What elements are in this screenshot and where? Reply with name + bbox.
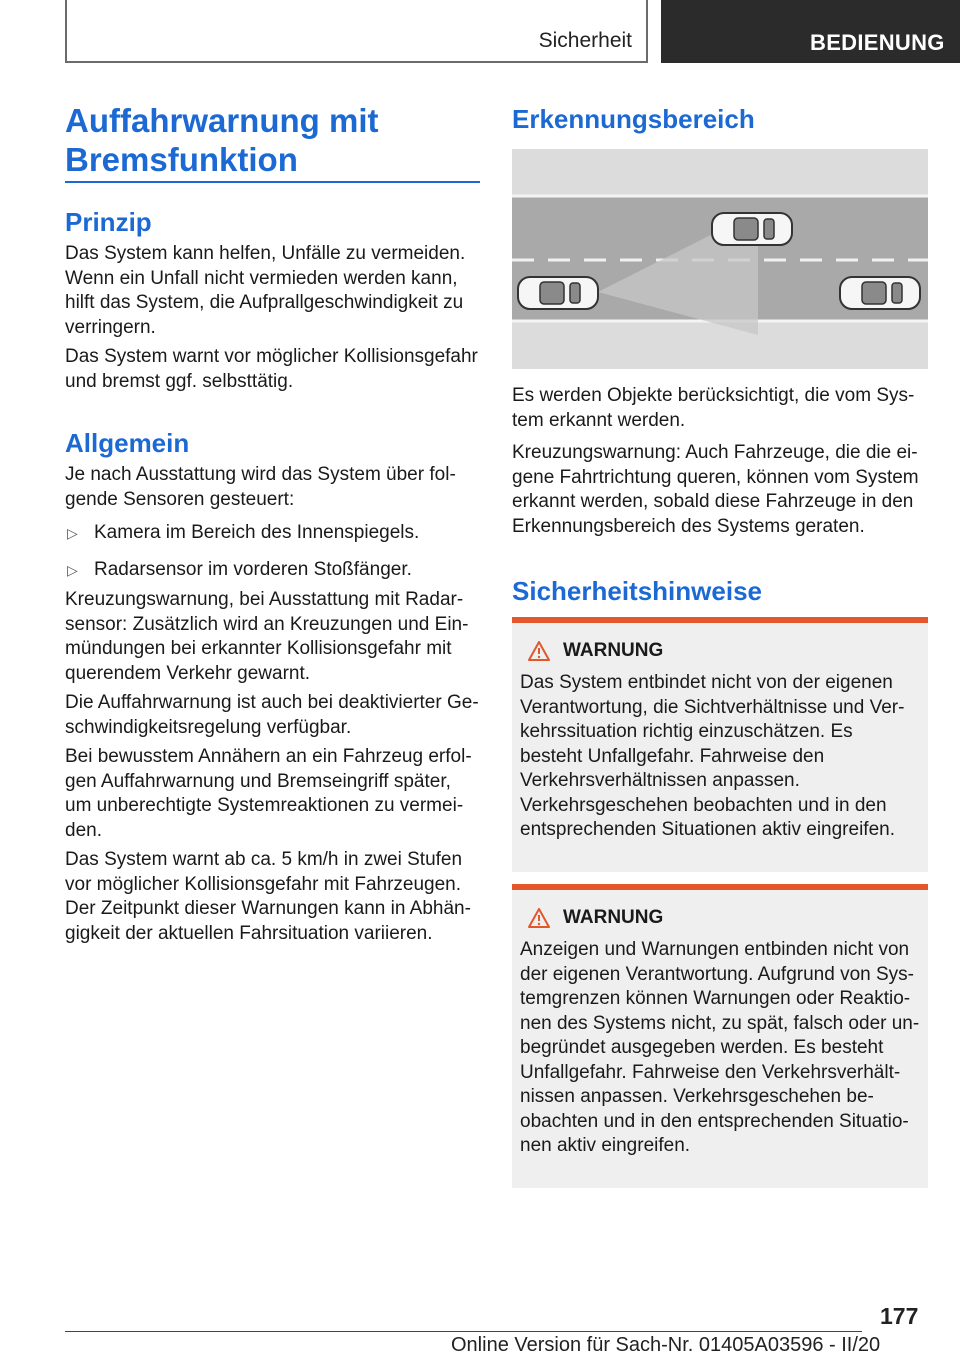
prinzip-paragraph-1: Das System kann helfen, Unfälle zu vermeiden. Wenn ein Unfall nicht vermieden werden kann, hilft das System, die Aufprallgeschwindigkeit zu verringern.	[65, 243, 466, 338]
warning-title: WARNUNG	[563, 640, 664, 661]
allgemein-paragraph-1: Kreuzungswarnung, bei Ausstattung mit Radarsensor: Zusätzlich wird an Kreuzungen und Einmündungen bei erkannter Kollisionsgefahr mit querendem Verkehr gewarnt.	[65, 589, 469, 684]
header-section-label: Sicherheit	[538, 29, 632, 52]
warning-box	[512, 884, 928, 1188]
bullet-text: Radarsensor im vorderen Stoßfänger.	[94, 558, 412, 580]
header-chapter-tab	[661, 0, 960, 63]
erkennung-paragraph-1: Es werden Objekte berücksichtigt, die vom System erkannt werden.	[512, 385, 915, 431]
warning-title: WARNUNG	[563, 907, 664, 928]
warning-text: Anzeigen und Warnungen entbinden nicht von der eigenen Verantwortung. Aufgrund von Systemgrenzen können Warnungen oder Reaktionen des Systems nicht, zu spät, falsch oder unbegründet ausgegeben werden. Es besteht Unfallgefahr. Fahrweise den Verkehrsverhältnissen anpassen. Verkehrsgeschehen beobachten und in den entsprechenden Situationen aktiv eingreifen.	[520, 939, 920, 1156]
allgemein-intro: Je nach Ausstattung wird das System über folgende Sensoren gesteuert:	[65, 464, 456, 510]
warning-text: Das System entbindet nicht von der eigenen Verantwortung, die Sichtverhältnisse und Verkehrssituation richtig einzuschätzen. Es besteht Unfallgefahr. Fahrweise den Verkehrsverhältnissen anpassen. Verkehrsgeschehen beobachten und in den entsprechenden Situationen aktiv eingreifen.	[520, 672, 905, 840]
erkennung-paragraph-2: Kreuzungswarnung: Auch Fahrzeuge, die die eigene Fahrtrichtung queren, können vom System erkannt werden, sobald diese Fahrzeuge in den Erkennungsbereich des Systems geraten.	[512, 442, 919, 537]
warning-triangle-icon	[528, 641, 550, 661]
prinzip-paragraph-2: Das System warnt vor möglicher Kollisionsgefahr und bremst ggf. selbsttätig.	[65, 346, 478, 392]
warning-title-row	[528, 639, 920, 663]
heading-sicherheitshinweise: Sicherheitshinweise	[512, 576, 762, 606]
allgemein-paragraph-4: Das System warnt ab ca. 5 km/h in zwei Stufen vor möglicher Kollisionsgefahr mit Fahrzeugen. Der Zeitpunkt dieser Warnungen kann in Abhängigkeit der aktuellen Fahrsituation variieren.	[65, 849, 471, 944]
heading-allgemein: Allgemein	[65, 428, 190, 458]
warning-triangle-icon	[528, 908, 550, 928]
detection-range-illustration	[512, 149, 928, 369]
allgemein-paragraph-2: Die Auffahrwarnung ist auch bei deaktivierter Geschwindigkeitsregelung verfügbar.	[65, 692, 479, 738]
header-chapter-label: BEDIENUNG	[810, 30, 945, 55]
heading-prinzip: Prinzip	[65, 207, 152, 237]
warning-box	[512, 617, 928, 872]
road-diagram	[512, 149, 928, 369]
allgemein-paragraph-3: Bei bewusstem Annähern an ein Fahrzeug erfolgen Auffahrwarnung und Bremseingriff später, um unberechtigte Systemreaktionen zu vermeiden.	[65, 746, 472, 841]
footer-divider	[65, 1331, 862, 1332]
triangle-bullet-icon: ▷	[67, 561, 78, 578]
section-prinzip	[65, 207, 480, 394]
heading-erkennungsbereich: Erkennungsbereich	[512, 104, 755, 134]
triangle-bullet-icon: ▷	[67, 525, 78, 541]
page-number: 177	[880, 1303, 919, 1329]
warning-title-row	[528, 906, 920, 930]
list-item	[65, 558, 480, 583]
list-item	[65, 521, 480, 546]
title-divider	[65, 181, 480, 183]
section-allgemein	[65, 428, 480, 946]
bullet-text: Kamera im Bereich des Innenspiegels.	[94, 522, 420, 543]
header-section-tab	[65, 0, 648, 63]
online-version-note: Online Version für Sach-Nr. 01405A03596 - II/20	[451, 1334, 881, 1356]
page-title: Auffahrwarnung mit Bremsfunktion	[65, 102, 379, 178]
